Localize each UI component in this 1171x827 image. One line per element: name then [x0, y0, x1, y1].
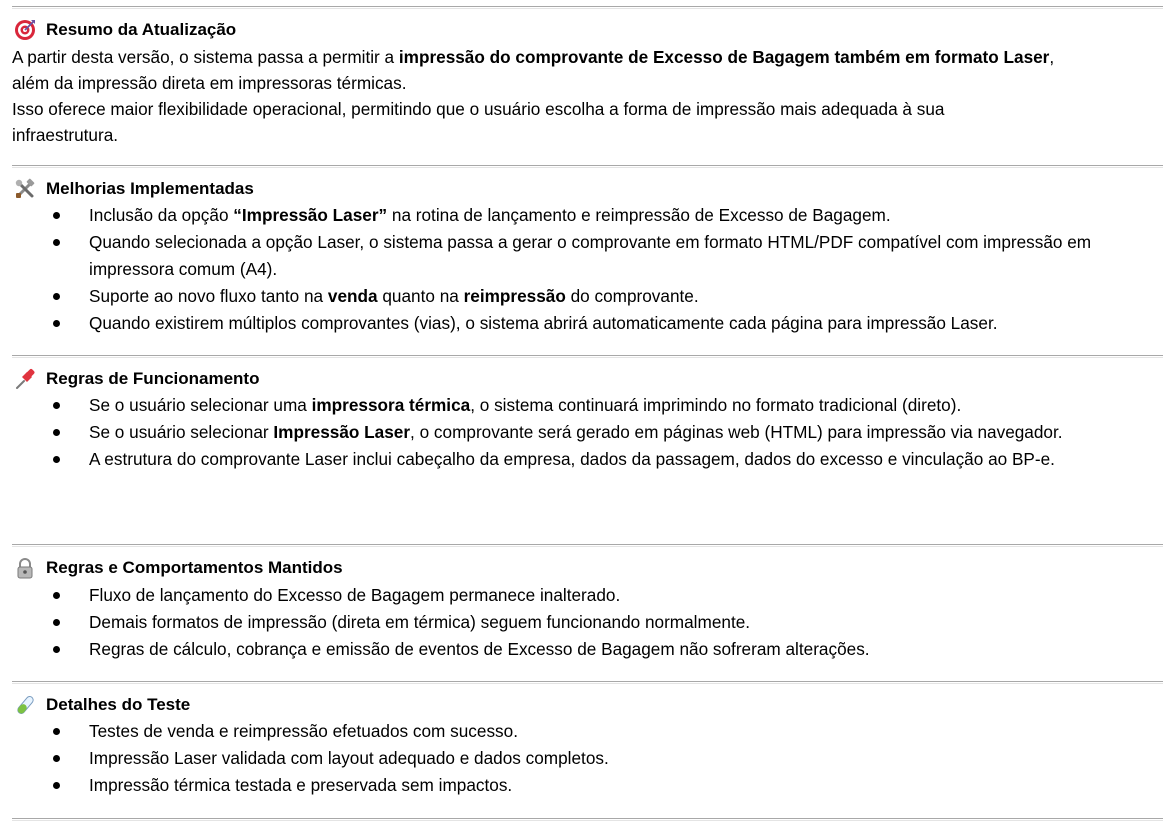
- list-item: Impressão térmica testada e preservada sem impactos.: [0, 772, 1159, 799]
- divider: [12, 544, 1163, 545]
- section-heading-teste: [14, 693, 190, 717]
- pushpin-icon: [14, 368, 38, 390]
- list-item: Inclusão da opção “Impressão Laser” na rotina de lançamento e reimpressão de Excesso de Bagagem.: [0, 202, 1159, 229]
- list-item: Regras de cálculo, cobrança e emissão de eventos de Excesso de Bagagem não sofreram alterações.: [0, 636, 1159, 663]
- list-item: Demais formatos de impressão (direta em térmica) seguem funcionando normalmente.: [0, 609, 1159, 636]
- melhorias-list: [0, 202, 1171, 337]
- tools-icon: [14, 178, 38, 200]
- teste-list: [0, 718, 1171, 799]
- summary-paragraph: A partir desta versão, o sistema passa a permitir a impressão do comprovante de Excesso de Bagagem também em formato Laser, além da impressão direta em impressoras térmicas. Isso oferece maior flexibilidade operacional, permitindo que o usuário escolha a forma de impressão mais adequada à sua infraestrutura.: [12, 47, 1055, 145]
- list-item: Se o usuário selecionar Impressão Laser, o comprovante será gerado em páginas web (HTML) para impressão via navegador.: [0, 419, 1159, 446]
- list-item: A estrutura do comprovante Laser inclui cabeçalho da empresa, dados da passagem, dados do excesso e vinculação ao BP-e.: [0, 446, 1159, 473]
- mantidos-list: [0, 582, 1171, 663]
- divider: [12, 355, 1163, 356]
- test-tube-icon: [14, 694, 38, 716]
- section-heading-regras: [14, 367, 259, 391]
- list-item: Testes de venda e reimpressão efetuados com sucesso.: [0, 718, 1159, 745]
- section-title: Detalhes do Teste: [46, 695, 191, 714]
- list-item: Fluxo de lançamento do Excesso de Bagagem permanece inalterado.: [0, 582, 1159, 609]
- divider: [12, 681, 1163, 682]
- section-heading-melhorias: [14, 177, 254, 201]
- locked-icon: [14, 557, 38, 579]
- regras-list: [0, 392, 1171, 473]
- divider: [12, 818, 1163, 819]
- target-icon: [14, 19, 38, 41]
- list-item: Quando selecionada a opção Laser, o sistema passa a gerar o comprovante em formato HTML/PDF compatível com impressão em impressora comum (A4).: [0, 229, 1159, 283]
- divider: [12, 6, 1163, 7]
- list-item: Se o usuário selecionar uma impressora térmica, o sistema continuará imprimindo no formato tradicional (direto).: [0, 392, 1159, 419]
- list-item: Suporte ao novo fluxo tanto na venda quanto na reimpressão do comprovante.: [0, 283, 1159, 310]
- section-title: Resumo da Atualização: [46, 20, 237, 39]
- divider: [12, 165, 1163, 166]
- section-heading-resumo: [14, 18, 236, 42]
- list-item: Quando existirem múltiplos comprovantes (vias), o sistema abrirá automaticamente cada página para impressão Laser.: [0, 310, 1159, 337]
- section-title: Regras de Funcionamento: [46, 369, 260, 388]
- section-title: Melhorias Implementadas: [46, 179, 254, 198]
- section-title: Regras e Comportamentos Mantidos: [46, 558, 343, 577]
- section-heading-mantidos: [14, 556, 343, 580]
- list-item: Impressão Laser validada com layout adequado e dados completos.: [0, 745, 1159, 772]
